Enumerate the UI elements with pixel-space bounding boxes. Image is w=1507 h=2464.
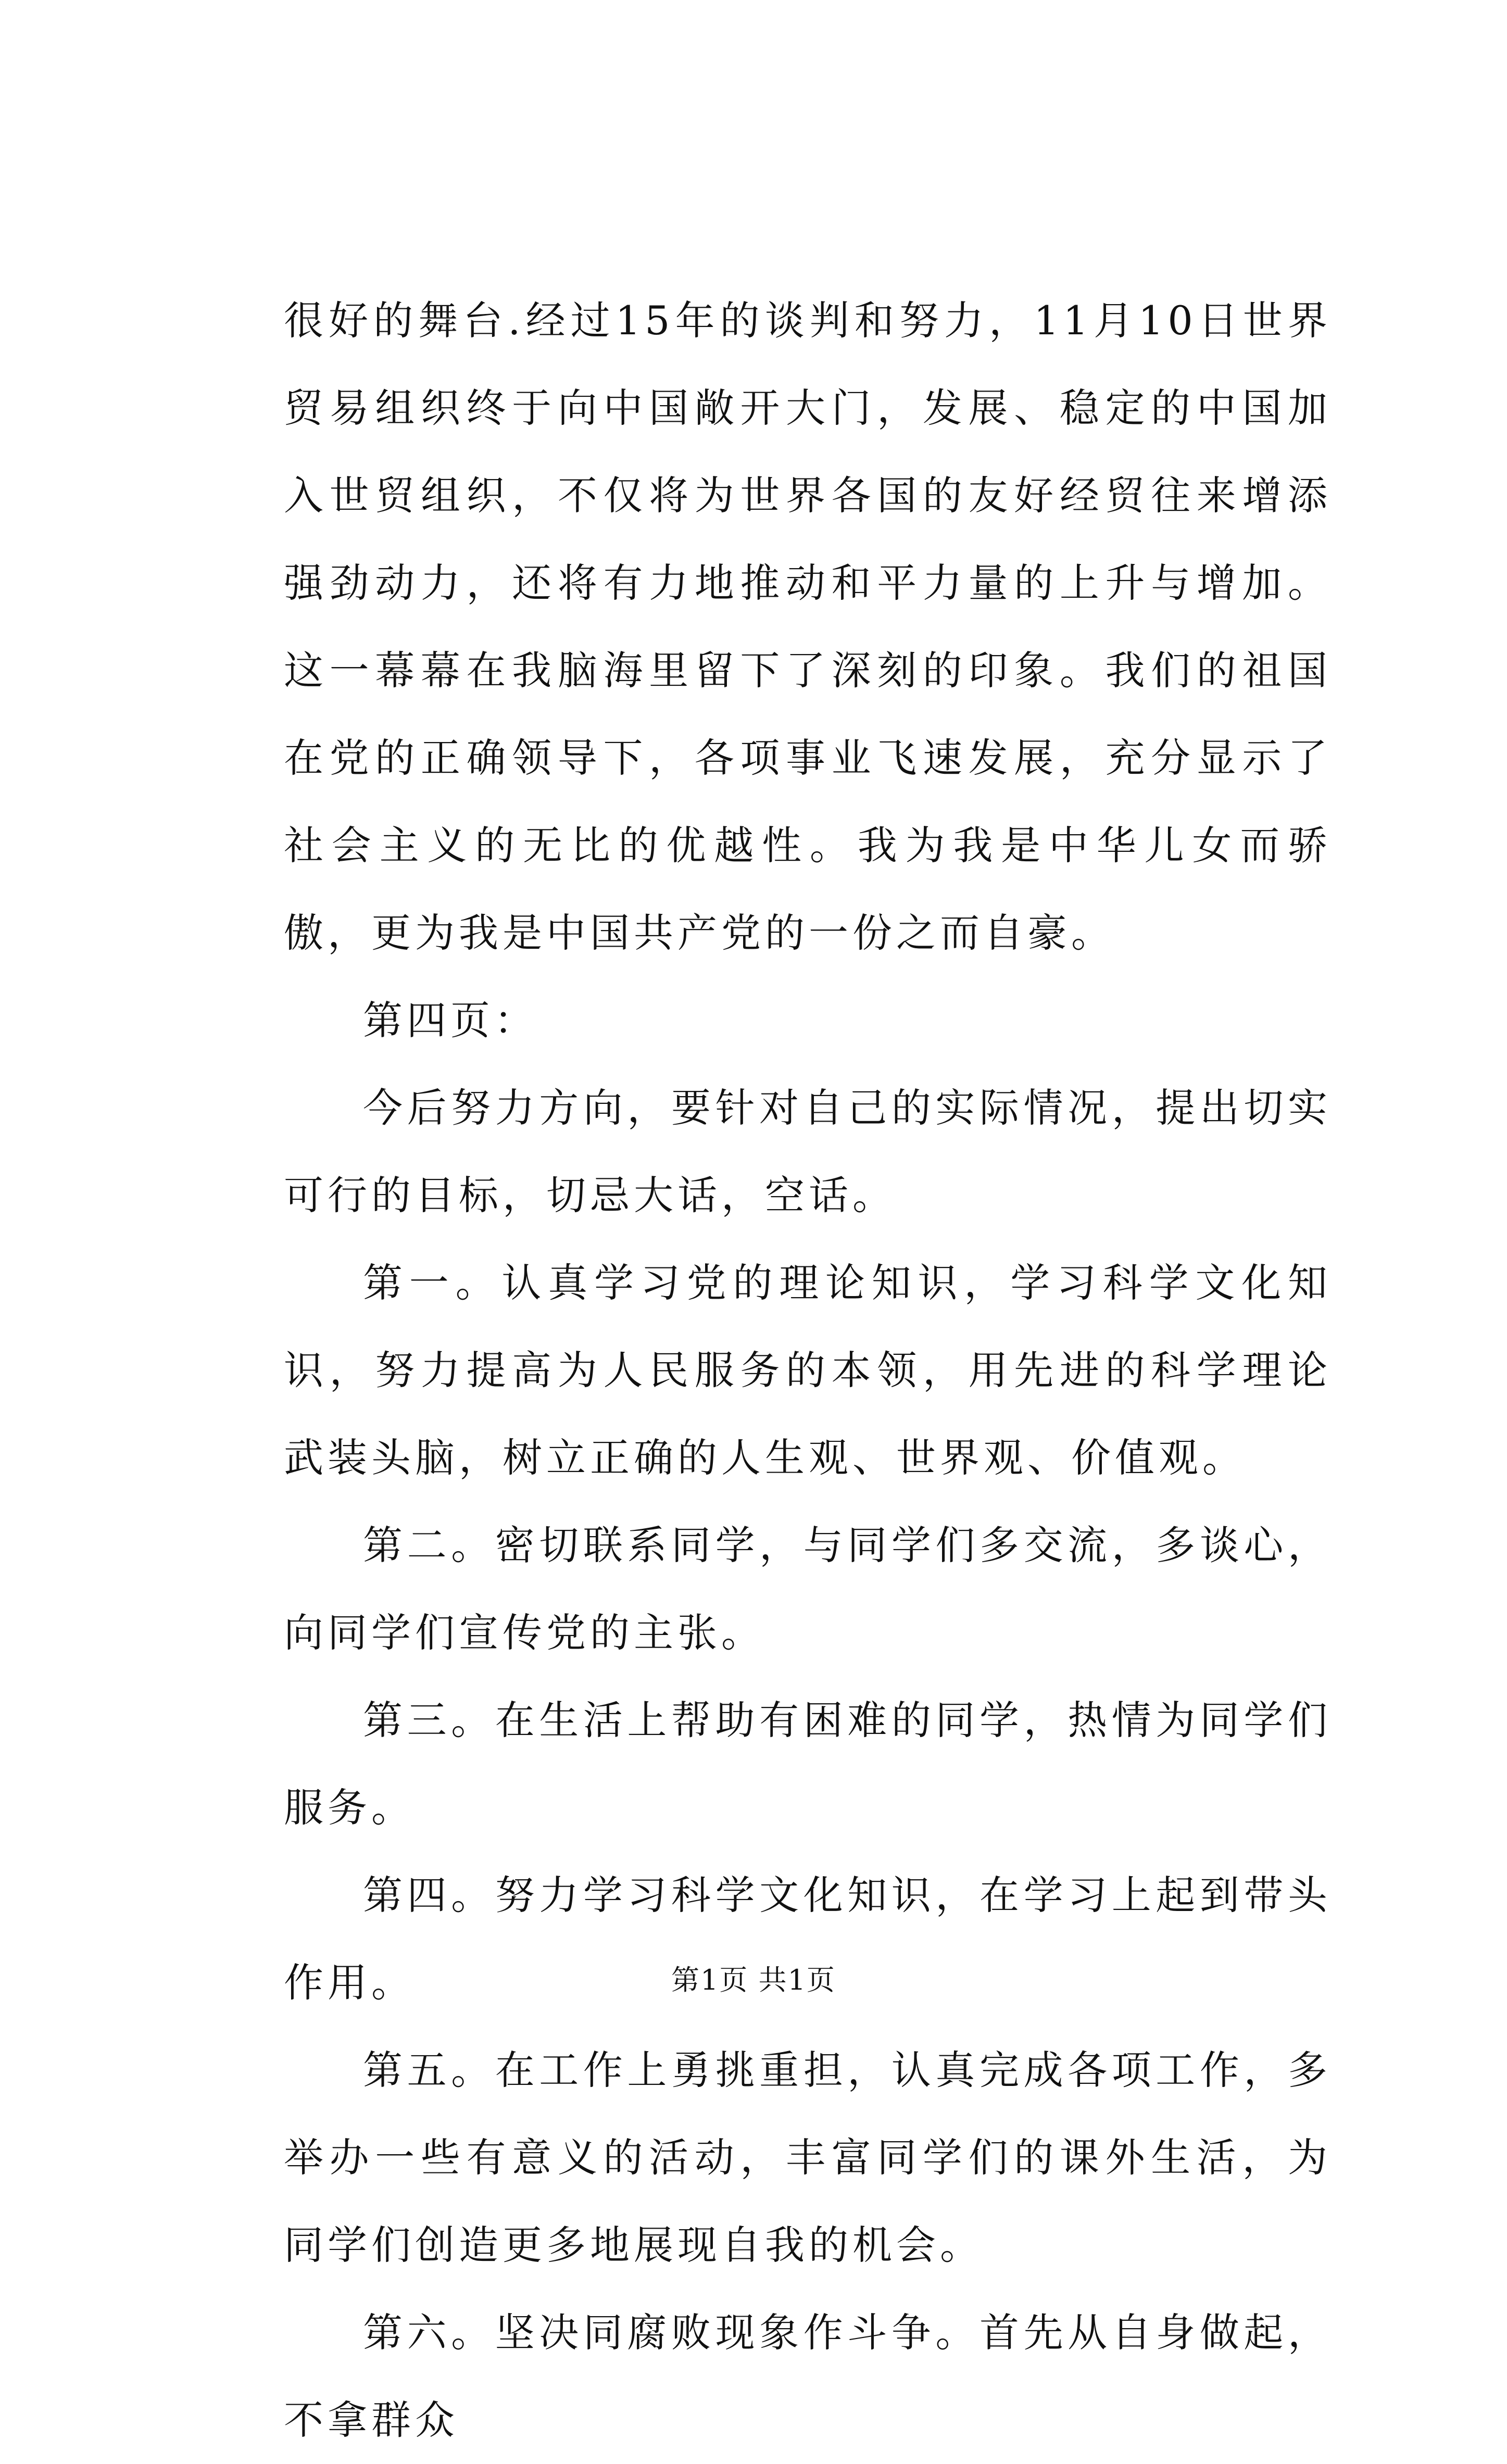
paragraph-direction-intro: 今后努力方向，要针对自己的实际情况，提出切实可行的目标，切忌大话，空话。 xyxy=(284,1085,1332,1218)
paragraph-item-three: 第三。在生活上帮助有困难的同学，热情为同学们服务。 xyxy=(284,1697,1332,1831)
paragraph-item-four: 第四。努力学习科学文化知识，在学习上起到带头作用。 xyxy=(284,1872,1332,2006)
paragraph-item-five: 第五。在工作上勇挑重担，认真完成各项工作，多举办一些有意义的活动，丰富同学们的课外生活，为同学们创造更多地展现自我的机会。 xyxy=(284,2047,1332,2268)
paragraph-item-six: 第六。坚决同腐败现象作斗争。首先从自身做起，不拿群众 xyxy=(284,2309,1332,2443)
document-body xyxy=(284,277,1332,2464)
paragraph-item-two: 第二。密切联系同学，与同学们多交流，多谈心，向同学们宣传党的主张。 xyxy=(284,1522,1332,1656)
page-footer: 第1页 共1页 xyxy=(671,1964,836,1996)
paragraph-item-one: 第一。认真学习党的理论知识，学习科学文化知识，努力提高为人民服务的本领，用先进的科学理论武装头脑，树立正确的人生观、世界观、价值观。 xyxy=(284,1260,1332,1481)
paragraph-page-four-heading: 第四页： xyxy=(363,997,538,1044)
paragraph-continuation: 很好的舞台.经过15年的谈判和努力，11月10日世界贸易组织终于向中国敞开大门，发展、稳定的中国加入世贸组织，不仅将为世界各国的友好经贸往来增添强劲动力，还将有力地推动和平力量的上升与增加。这一幕幕在我脑海里留下了深刻的印象。我们的祖国在党的正确领导下，各项事业飞速发展，充分显示了社会主义的无比的优越性。我为我是中华儿女而骄傲，更为我是中国共产党的一份之而自豪。 xyxy=(284,297,1332,956)
